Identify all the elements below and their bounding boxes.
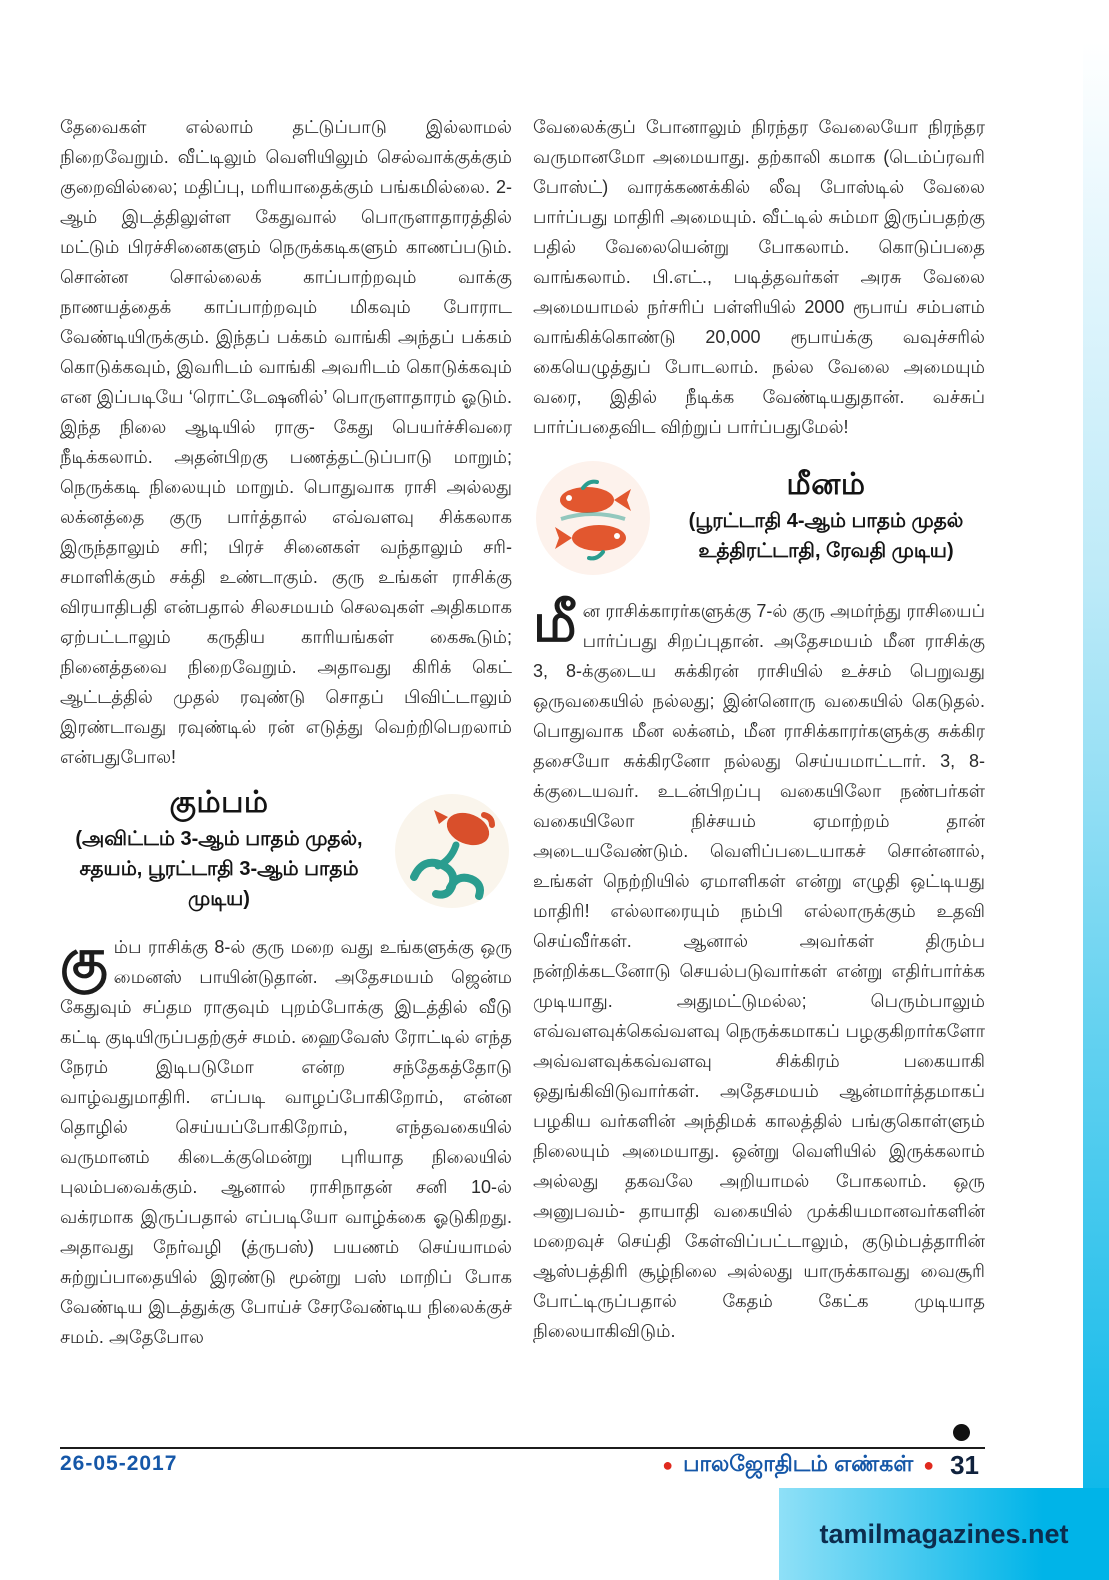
paragraph: [533, 593, 985, 1346]
drop-cap: கு: [60, 929, 108, 989]
section-title: கும்பம்: [169, 786, 269, 819]
watermark-banner: [779, 1488, 1109, 1580]
section-title: மீனம்: [786, 468, 866, 501]
magazine-title: பாலஜோதிடம் எண்கள்: [683, 1451, 914, 1476]
watermark-text: tamilmagazines.net: [819, 1518, 1069, 1549]
section-subtitle: (பூரட்டாதி 4-ஆம் பாதம் முதல் உத்திரட்டாதி, ரேவதி முடிய): [688, 510, 964, 562]
page-edge-gradient: [1083, 42, 1109, 1580]
paragraph-text: ன ராசிக்காரர்களுக்கு 7-ல் குரு அமர்ந்து ராசியைப் பார்ப்பது சிறப்புதான். அதேசமயம் மீன ராசிக்கு 3, 8-க்குடைய சுக்கிரன் ராசியில் உச்சம் பெறுவது ஒருவகையில் நல்லது; இன்னொரு வகையில் கெடுதல். பொதுவாக மீன லக்னம், மீன ராசிக்காரர்களுக்கு சுக்கிர தசையோ சுக்கிரனோ நல்லது செய்யமாட்டார். 3, 8-க்குடையவர். உடன்பிறப்பு வகையிலோ நண்பர்கள் வகையிலோ நிச்சயம் ஏமாற்றம் தான் அடையவேண்டும். வெளிப்படையாகச் சொன்னால், உங்கள் நெற்றியில் ஏமாளிகள் என்று எழுதி ஒட்டியது மாதிரி! எல்லாரையும் நம்பி எல்லாருக்கும் உதவி செய்வீர்கள். ஆனால் அவர்கள் திரும்ப நன்றிக்கடனோடு செயல்படுவார்கள் என்று எதிர்பார்க்க முடியாது. அதுமட்டுமல்ல; பெரும்பாலும் எவ்வளவுக்கெவ்வளவு நெருக்கமாகப் பழகுகிறார்களோ அவ்வளவுக்கவ்வளவு சிக்கிரம் பகையாகி ஒதுங்கிவிடுவார்கள். அதேசமயம் ஆன்மார்த்தமாகப் பழகிய வர்களின் அந்திமக் காலத்தில் பங்குகொள்ளும் நிலையும் அமையாது. ஒன்று வெளியில் இருக்கலாம் அல்லது தகவலே அறியாமல் போகலாம். ஒரு அனுபவம்- தாயாதி வகையில் முக்கியமானவர்களின் மறைவுச் செய்தி கேள்விப்பட்டாலும், குடும்பத்தாரின் ஆஸ்பத்திரி சூழ்நிலை அல்லது யாருக்காவது வைசூரி போட்டிருப்பதால் கேதம் கேட்க முடியாத நிலையாகிவிடும்.: [533, 601, 985, 1341]
left-column: [60, 112, 512, 1358]
section-text: [60, 788, 378, 914]
footer-rule: [60, 1447, 985, 1449]
section-subtitle: (அவிட்டம் 3-ஆம் பாதம் முதல், சதயம், பூரட்டாதி 3-ஆம் பாதம் முடிய): [75, 828, 363, 910]
footer-date: 26-05-2017: [60, 1452, 178, 1475]
paragraph: தேவைகள் எல்லாம் தட்டுப்பாடு இல்லாமல் நிறைவேறும். வீட்டிலும் வெளியிலும் செல்வாக்குக்கும் குறைவில்லை; மதிப்பு, மரியாதைக்கும் பங்கமில்லை. 2-ஆம் இடத்திலுள்ள கேதுவால் பொருளாதாரத்தில் மட்டும் பிரச்சினைகளும் நெருக்கடிகளும் காணப்படும். சொன்ன சொல்லைக் காப்பாற்றவும் வாக்கு நாணயத்தைக் காப்பாற்றவும் மிகவும் போராட வேண்டியிருக்கும். இந்தப் பக்கம் வாங்கி அந்தப் பக்கம் கொடுக்கவும், இவரிடம் வாங்கி அவரிடம் கொடுக்கவும் என இப்படியே ‘ரொட்டேஷனில்’ பொருளாதாரம் ஓடும். இந்த நிலை ஆடியில் ராகு- கேது பெயர்ச்சிவரை நீடிக்கலாம். அதன்பிறகு பணத்தட்டுப்பாடு மாறும்; நெருக்கடி நிலையும் மாறும். பொதுவாக ராசி அல்லது லக்னத்தை குரு பார்த்தால் எவ்வளவு சிக்கலாக இருந்தாலும் சரி; பிரச் சினைகள் வந்தாலும் சரி- சமாளிக்கும் சக்தி உண்டாகும். குரு உங்கள் ராசிக்கு விரயாதிபதி என்பதால் சிலசமயம் செலவுகள் அதிகமாக ஏற்பட்டாலும் கருதிய காரியங்கள் கைகூடும்; நினைத்தவை நிறைவேறும். அதாவது கிரிக் கெட் ஆட்டத்தில் முதல் ரவுண்டு சொதப் பிவிட்டாலும் இரண்டாவது ரவுண்டில் ரன் எடுத்து வெற்றிபெறலாம் என்பதுபோல!: [60, 117, 512, 767]
section-text: [667, 470, 985, 566]
paragraph: வேலைக்குப் போனாலும் நிரந்தர வேலையோ நிரந்தர வருமானமோ அமையாது. தற்காலி கமாக (டெம்ப்ரவரி போஸ்ட்) வாரக்கணக்கில் லீவு போஸ்டில் வேலை பார்ப்பது மாதிரி அமையும். வீட்டில் சும்மா இருப்பதற்கு பதில் வேலையென்று போகலாம். கொடுப்பதை வாங்கலாம். பி.எட்., படித்தவர்கள் அரசு வேலை அமையாமல் நர்சரிப் பள்ளியில் 2000 ரூபாய் சம்பளம் வாங்கிக்கொண்டு 20,000 ரூபாய்க்கு வவுச்சரில் கையெழுத்துப் போடலாம். நல்ல வேலை அமையும் வரை, இதில் நீடிக்க வேண்டியதுதான். வச்சுப் பார்ப்பதைவிட விற்றுப் பார்ப்பதுமேல்!: [533, 117, 985, 437]
bullet-icon: ●: [662, 1455, 674, 1475]
pisces-icon: [533, 458, 653, 578]
right-column: [533, 112, 985, 1352]
paragraph-text: ம்ப ராசிக்கு 8-ல் குரு மறை வது உங்களுக்கு ஒரு மைனஸ் பாயின்டுதான். அதேசமயம் ஜென்ம கேதுவும் சப்தம ராகுவும் புறம்போக்கு இடத்தில் வீடு கட்டி குடியிருப்பதற்குச் சமம். ஹைவேஸ் ரோட்டில் எந்த நேரம் இடிபடுமோ என்ற சந்தேகத்தோடு வாழ்வதுமாதிரி. எப்படி வாழப்போகிறோம், என்ன தொழில் செய்யப்போகிறோம், எந்தவகையில் வருமானம் கிடைக்குமென்று புரியாத நிலையில் புலம்பவைக்கும். ஆனால் ராசிநாதன் சனி 10-ல் வக்ரமாக இருப்பதால் எப்படியோ வாழ்க்கை ஓடுகிறது. அதாவது நேர்வழி (த்ருபஸ்) பயணம் செய்யாமல் சுற்றுப்பாதையில் இரண்டு மூன்று பஸ் மாறிப் போக வேண்டிய இடத்துக்கு போய்ச் சேரவேண்டிய நிலைக்குச் சமம். அதேபோல: [60, 937, 512, 1347]
aquarius-icon: [392, 791, 512, 911]
page-number: 31: [950, 1450, 979, 1480]
end-of-article-dot: [953, 1424, 970, 1441]
section-header-aquarius: [60, 788, 512, 914]
paragraph: [60, 929, 512, 1352]
footer-magazine-info: [662, 1450, 979, 1481]
drop-cap: மீ: [533, 593, 577, 653]
section-header-pisces: [533, 458, 985, 578]
bullet-icon: ●: [923, 1455, 935, 1475]
